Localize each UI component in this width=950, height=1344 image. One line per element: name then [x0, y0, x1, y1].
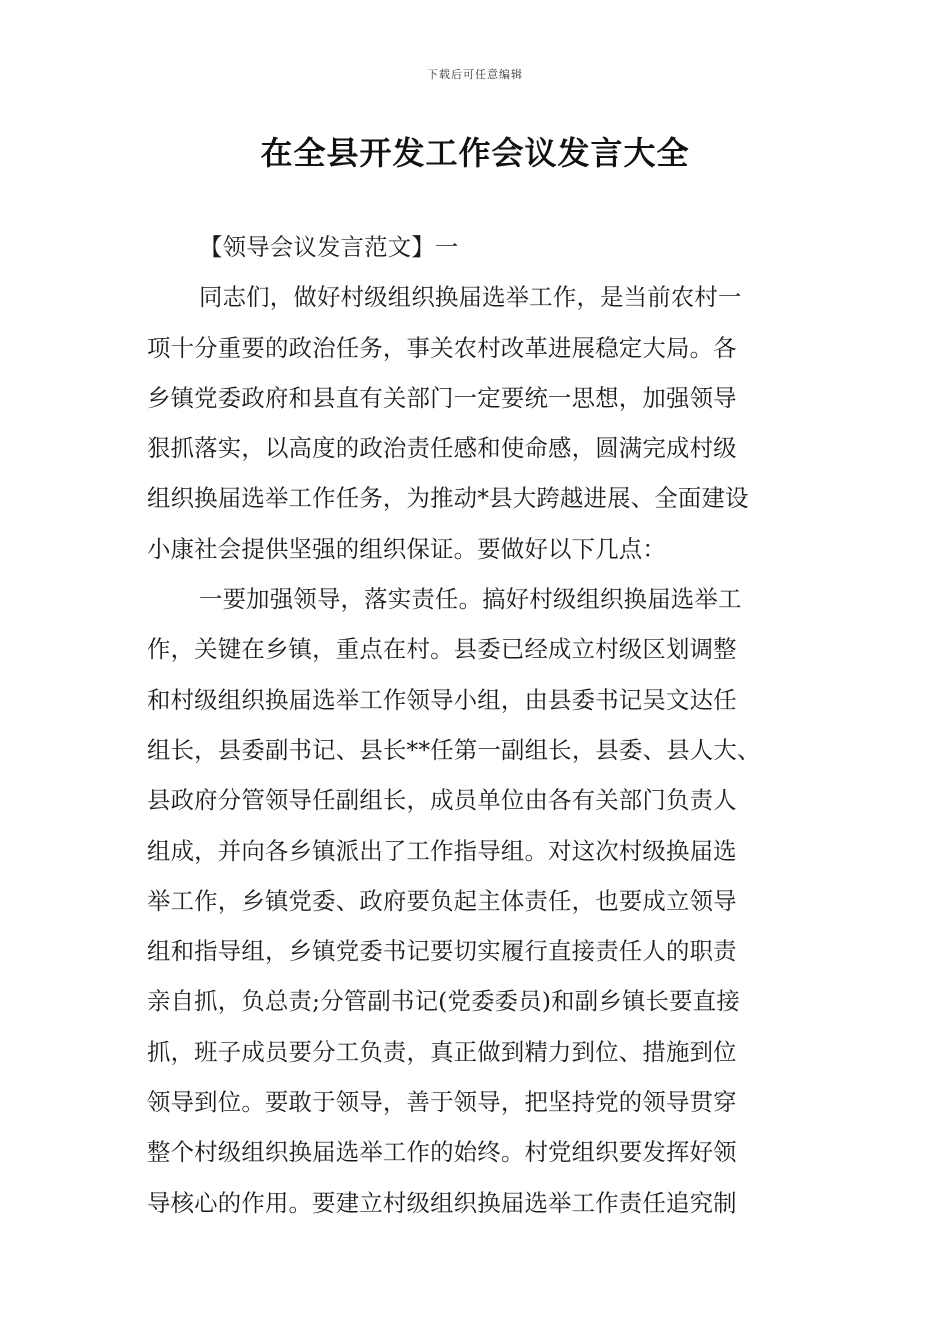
body-line: 乡镇党委政府和县直有关部门一定要统一思想，加强领导: [147, 383, 737, 412]
document-title: 在全县开发工作会议发言大全: [260, 134, 690, 172]
body-line: 项十分重要的政治任务，事关农村改革进展稳定大局。各: [147, 333, 737, 362]
body-line: 亲自抓，负总责;分管副书记(党委委员)和副乡镇长要直接: [147, 987, 740, 1016]
body-line: 举工作，乡镇党委、政府要负起主体责任，也要成立领导: [147, 886, 737, 915]
body-line: 小康社会提供坚强的组织保证。要做好以下几点：: [147, 534, 666, 563]
body-line: 领导到位。要敢于领导，善于领导，把坚持党的领导贯穿: [147, 1088, 737, 1117]
body-line: 导核心的作用。要建立村级组织换届选举工作责任追究制: [147, 1188, 737, 1217]
body-line: 组长，县委副书记、县长**任第一副组长，县委、县人大、: [147, 735, 761, 764]
body-line: 同志们，做好村级组织换届选举工作，是当前农村一: [199, 283, 742, 312]
body-line: 组和指导组，乡镇党委书记要切实履行直接责任人的职责: [147, 937, 737, 966]
header-note: 下载后可任意编辑: [427, 68, 523, 81]
body-line: 组织换届选举工作任务，为推动*县大跨越进展、全面建设: [147, 484, 749, 513]
body-line: 县政府分管领导任副组长，成员单位由各有关部门负责人: [147, 786, 737, 815]
body-line: 狠抓落实，以高度的政治责任感和使命感，圆满完成村级: [147, 434, 737, 463]
body-line: 抓，班子成员要分工负责，真正做到精力到位、措施到位: [147, 1037, 737, 1066]
body-line: 作，关键在乡镇，重点在村。县委已经成立村级区划调整: [147, 635, 737, 664]
document-body: [147, 222, 827, 1228]
body-line: 整个村级组织换届选举工作的始终。村党组织要发挥好领: [147, 1138, 737, 1167]
body-line: 【领导会议发言范文】一: [199, 233, 459, 261]
body-line: 组成，并向各乡镇派出了工作指导组。对这次村级换届选: [147, 836, 737, 865]
body-line: 一要加强领导，落实责任。搞好村级组织换届选举工: [199, 585, 742, 614]
body-line: 和村级组织换届选举工作领导小组，由县委书记吴文达任: [147, 685, 737, 714]
